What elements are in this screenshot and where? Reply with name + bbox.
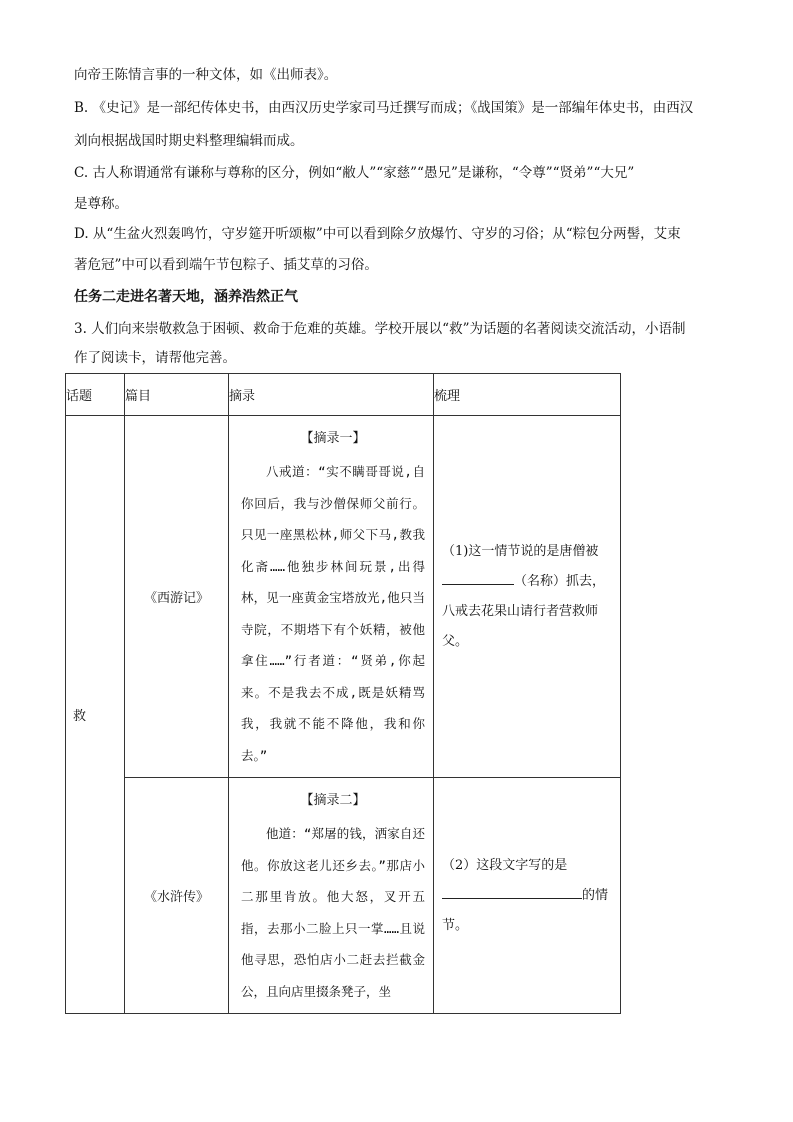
book-cell: 《水浒传》	[125, 778, 229, 1014]
excerpt-cell	[229, 778, 434, 1014]
topic-cell: 救	[66, 416, 125, 1014]
option-c-line: C. 古人称谓通常有谦称与尊称的区分，例如“敝人”“家慈”“愚兄”是谦称，“令尊”“贤弟”“大兄”	[74, 165, 635, 181]
question-line-cont: 作了阅读卡，请帮他完善。	[74, 350, 236, 366]
table-header-row	[66, 374, 621, 416]
answer-blank-2[interactable]	[442, 882, 582, 899]
header-topic: 话题	[66, 374, 125, 416]
analysis-cell	[434, 416, 621, 778]
excerpt-cell	[229, 416, 434, 778]
intro-line: 向帝王陈情言事的一种文体，如《出师表》。	[74, 67, 338, 83]
section-title: 任务二走进名著天地，涵养浩然正气	[74, 289, 298, 305]
header-analysis: 梳理	[434, 374, 621, 416]
table-row	[66, 778, 621, 1014]
analysis-text-end: 的情节。	[442, 887, 609, 933]
option-d-line: D. 从“生盆火烈轰鸣竹，守岁筵开听颂椒”中可以看到除夕放爆竹、守岁的习俗；从“粽包分两髻，艾束	[74, 226, 681, 242]
analysis-text-end: （名称）抓去，八戒去花果山请行者营救师父。	[442, 573, 606, 649]
excerpt-text: 八戒道：“实不瞒哥哥说,自你回后，我与沙僧保师父前行。只见一座黑松林,师父下马,教我化斋……他独步林间玩景,出得林，见一座黄金宝塔放光,他只当寺院，不期塔下有个妖精，被他拿住……”行者道：“贤弟,你起来。不是我去不成,既是妖精骂我，我就不能不降他，我和你去。”	[241, 464, 425, 763]
header-excerpt: 摘录	[229, 374, 434, 416]
analysis-text: （1)这一情节说的是唐僧被	[442, 543, 599, 559]
option-b-line-cont: 刘向根据战国时期史料整理编辑而成。	[74, 133, 304, 149]
answer-blank-1[interactable]	[442, 568, 514, 585]
reading-card-table	[65, 373, 621, 1014]
excerpt-title: 【摘录二】	[300, 793, 366, 808]
book-cell: 《西游记》	[125, 416, 229, 778]
excerpt-text: 他道：“郑屠的钱，洒家自还他。你放这老儿还乡去。”那店小二那里肯放。他大怒，叉开五指，去那小二脸上只一掌……且说他寻思，恐怕店小二赶去拦截金公，且向店里掇条凳子，坐	[241, 826, 425, 999]
table-row	[66, 416, 621, 778]
option-b-line: B. 《史记》是一部纪传体史书，由西汉历史学家司马迁撰写而成；《战国策》是一部编年体史书，由西汉	[74, 100, 694, 116]
question-line: 3. 人们向来崇敬救急于困顿、救命于危难的英雄。学校开展以“救”为话题的名著阅读交流活动，小语制	[74, 321, 686, 337]
option-d-line-cont: 著危冠”中可以看到端午节包粽子、插艾草的习俗。	[74, 257, 378, 273]
option-c-line-cont: 是尊称。	[74, 196, 128, 212]
excerpt-title: 【摘录一】	[300, 431, 366, 446]
header-book: 篇目	[125, 374, 229, 416]
analysis-cell	[434, 778, 621, 1014]
analysis-text: （2）这段文字写的是	[442, 857, 568, 873]
